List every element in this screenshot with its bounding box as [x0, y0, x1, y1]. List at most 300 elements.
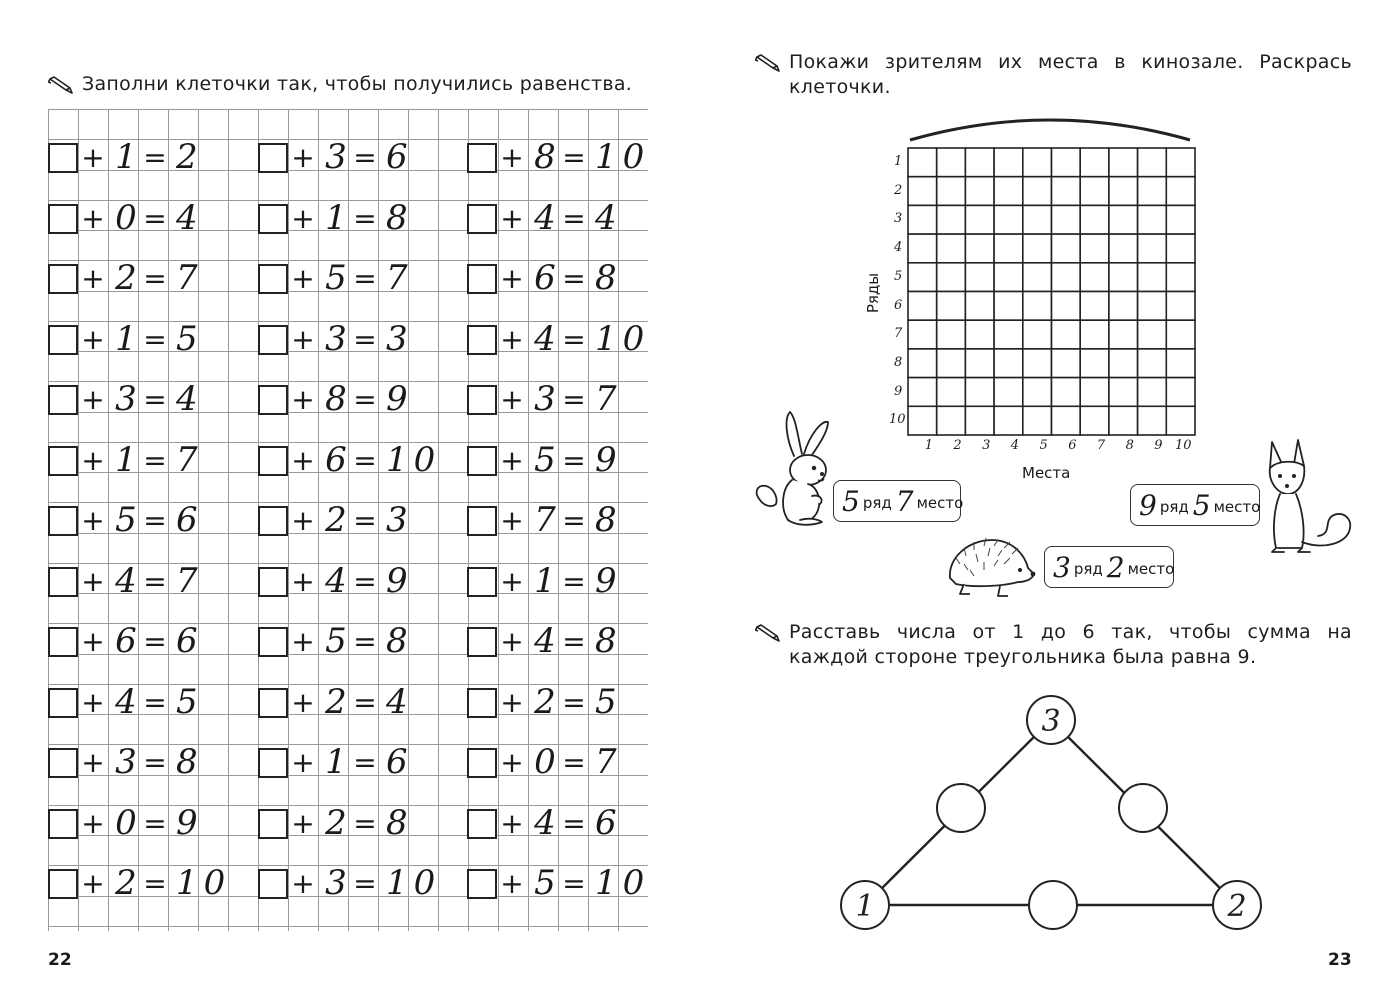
seat-cell[interactable]	[965, 177, 994, 206]
seat-cell[interactable]	[965, 378, 994, 407]
addend: 1	[534, 560, 556, 601]
equation-row	[467, 560, 667, 601]
seat-cell[interactable]	[908, 263, 937, 292]
sum: 5	[595, 681, 623, 722]
addend: 2	[115, 258, 137, 298]
answer-box[interactable]	[258, 809, 288, 839]
answer-box[interactable]	[258, 627, 288, 657]
seat-cell[interactable]	[1052, 263, 1081, 292]
sum: 10	[595, 863, 651, 903]
seat-cell[interactable]	[1109, 378, 1138, 407]
seat-cell[interactable]	[965, 205, 994, 234]
plus-sign: +	[500, 262, 524, 295]
addend: 8	[534, 137, 556, 177]
equals-sign: =	[353, 625, 377, 658]
addend: 1	[115, 137, 137, 177]
answer-box[interactable]	[48, 748, 78, 778]
plus-sign: +	[81, 201, 105, 235]
row-number: 7	[894, 326, 903, 342]
equals-sign: =	[562, 685, 586, 719]
triangle-node-upper-right[interactable]	[1119, 784, 1167, 832]
sum: 6	[595, 802, 623, 843]
addend: 3	[115, 379, 137, 419]
seat-cell[interactable]	[1080, 234, 1109, 263]
seat-cell[interactable]	[1023, 406, 1052, 435]
seat-cell[interactable]	[1052, 205, 1081, 234]
equals-sign: =	[143, 806, 167, 840]
answer-box[interactable]	[467, 264, 497, 294]
seat-cell[interactable]	[908, 292, 937, 321]
sum: 9	[386, 379, 414, 419]
plus-sign: +	[500, 201, 524, 235]
seat-cell[interactable]	[1023, 205, 1052, 234]
seat-cell[interactable]	[1109, 177, 1138, 206]
seat-cell[interactable]	[1080, 177, 1109, 206]
equation-row	[467, 137, 667, 177]
sum: 5	[176, 318, 204, 359]
seat-cell[interactable]	[1080, 406, 1109, 435]
seats-axis-label: Места	[1022, 464, 1071, 482]
equals-sign: =	[562, 806, 586, 840]
addend: 2	[325, 802, 347, 843]
equation-row	[48, 137, 248, 177]
seat-cell[interactable]	[1023, 349, 1052, 378]
seat-number: 6	[1068, 438, 1077, 453]
seat-cell[interactable]	[1052, 292, 1081, 321]
answer-box[interactable]	[258, 204, 288, 234]
sum: 7	[176, 560, 204, 601]
plus-sign: +	[81, 867, 105, 900]
sum: 9	[176, 802, 204, 843]
plus-sign: +	[291, 262, 315, 295]
equals-sign: =	[353, 806, 377, 840]
equals-sign: =	[143, 383, 167, 416]
addend: 0	[115, 197, 137, 238]
seat-cell[interactable]	[1166, 349, 1195, 378]
answer-box[interactable]	[48, 869, 78, 899]
seat-cell[interactable]	[1023, 148, 1052, 177]
seat-cell[interactable]	[994, 263, 1023, 292]
seat-cell[interactable]	[1109, 205, 1138, 234]
addend: 5	[115, 500, 137, 540]
seat-cell[interactable]	[1138, 205, 1167, 234]
addend: 6	[325, 439, 347, 480]
seat-number: 10	[1175, 438, 1192, 453]
seat-cell[interactable]	[1166, 177, 1195, 206]
answer-box[interactable]	[467, 204, 497, 234]
addend: 6	[115, 621, 137, 661]
sum: 10	[386, 863, 442, 903]
plus-sign: +	[81, 564, 105, 598]
seat-cell[interactable]	[937, 205, 966, 234]
seat-cell[interactable]	[1080, 349, 1109, 378]
seat-cell[interactable]	[1109, 234, 1138, 263]
seat-cell[interactable]	[1166, 292, 1195, 321]
plus-sign: +	[291, 806, 315, 840]
seat-cell[interactable]	[965, 320, 994, 349]
seat-number: 4	[1010, 438, 1020, 453]
seat-cell[interactable]	[1138, 263, 1167, 292]
answer-box[interactable]	[258, 385, 288, 415]
equals-sign: =	[353, 564, 377, 598]
answer-box[interactable]	[48, 325, 78, 355]
equals-sign: =	[353, 685, 377, 719]
seat-cell[interactable]	[965, 349, 994, 378]
equals-sign: =	[353, 746, 377, 779]
seat-number: 2	[953, 438, 962, 453]
plus-sign: +	[500, 322, 524, 356]
equation-row	[48, 500, 248, 540]
seat-cell[interactable]	[994, 205, 1023, 234]
seat-cell[interactable]	[1080, 263, 1109, 292]
triangle-instruction	[755, 620, 1352, 670]
plus-sign: +	[291, 443, 315, 477]
answer-box[interactable]	[48, 264, 78, 294]
answer-box[interactable]	[48, 446, 78, 476]
plus-sign: +	[500, 806, 524, 840]
addend: 3	[325, 318, 347, 359]
plus-sign: +	[81, 504, 105, 537]
addend: 5	[534, 863, 556, 903]
cinema-instruction-line2: клеточки.	[789, 76, 891, 98]
answer-box[interactable]	[258, 446, 288, 476]
answer-box[interactable]	[467, 627, 497, 657]
sum: 4	[176, 197, 204, 238]
seat-ticket	[1130, 484, 1260, 526]
equals-sign: =	[562, 867, 586, 900]
triangle-node-value: 3	[1041, 704, 1061, 739]
equation-row	[48, 863, 248, 903]
seat-cell[interactable]	[994, 177, 1023, 206]
seat-cell[interactable]	[1052, 378, 1081, 407]
answer-box[interactable]	[467, 506, 497, 536]
sum: 7	[386, 258, 414, 298]
seat-cell[interactable]	[937, 320, 966, 349]
ticket-seat-word: место	[1213, 498, 1261, 516]
seat-cell[interactable]	[965, 263, 994, 292]
seat-cell[interactable]	[1166, 406, 1195, 435]
seat-cell[interactable]	[994, 406, 1023, 435]
equals-sign: =	[143, 322, 167, 356]
sum: 6	[386, 742, 414, 782]
ticket-seat-word: место	[916, 494, 964, 512]
sum: 8	[595, 621, 623, 661]
left-instruction-text: Заполни клеточки так, чтобы получились равенства.	[82, 73, 633, 95]
seat-cell[interactable]	[1023, 378, 1052, 407]
answer-box[interactable]	[258, 264, 288, 294]
ticket-seat-word: место	[1127, 560, 1175, 578]
equals-sign: =	[143, 746, 167, 779]
answer-box[interactable]	[48, 567, 78, 597]
seat-cell[interactable]	[1138, 349, 1167, 378]
answer-box[interactable]	[48, 506, 78, 536]
equation-row	[258, 197, 458, 238]
cinema-screen	[900, 108, 1200, 148]
equation-row	[258, 560, 458, 601]
plus-sign: +	[81, 625, 105, 658]
equals-sign: =	[353, 262, 377, 295]
answer-box[interactable]	[258, 748, 288, 778]
equals-sign: =	[353, 443, 377, 477]
equals-sign: =	[562, 262, 586, 295]
plus-sign: +	[81, 322, 105, 356]
sum: 4	[386, 681, 414, 722]
ticket-row-word: ряд	[1073, 560, 1103, 578]
answer-box[interactable]	[258, 567, 288, 597]
answer-box[interactable]	[467, 385, 497, 415]
answer-box[interactable]	[258, 506, 288, 536]
seat-number: 8	[1125, 438, 1134, 453]
row-number: 6	[894, 297, 903, 313]
addend: 4	[534, 318, 556, 359]
seat-cell[interactable]	[1052, 148, 1081, 177]
addend: 3	[325, 863, 347, 903]
row-number: 3	[894, 211, 903, 227]
plus-sign: +	[500, 685, 524, 719]
addend: 3	[534, 379, 556, 419]
equation-row	[48, 379, 248, 419]
sum: 8	[595, 258, 623, 298]
equation-row	[467, 379, 667, 419]
seat-cell[interactable]	[937, 234, 966, 263]
seat-cell[interactable]	[994, 148, 1023, 177]
sum: 10	[595, 318, 651, 359]
rabbit-icon	[752, 408, 842, 533]
addend: 1	[115, 318, 137, 359]
row-number: 8	[894, 354, 903, 370]
equals-sign: =	[353, 504, 377, 537]
answer-box[interactable]	[467, 446, 497, 476]
answer-box[interactable]	[258, 143, 288, 173]
seat-cell[interactable]	[1109, 349, 1138, 378]
equation-row	[467, 681, 667, 722]
seat-cell[interactable]	[1023, 292, 1052, 321]
sum: 9	[595, 560, 623, 601]
seat-cell[interactable]	[937, 349, 966, 378]
triangle-instruction-line1: Расставь числа от 1 до 6 так, чтобы сумма на	[789, 621, 1352, 643]
seat-cell[interactable]	[937, 148, 966, 177]
plus-sign: +	[81, 746, 105, 779]
equals-sign: =	[353, 383, 377, 416]
answer-box[interactable]	[258, 688, 288, 718]
seat-cell[interactable]	[1052, 177, 1081, 206]
seat-cell[interactable]	[908, 378, 937, 407]
row-number: 10	[889, 412, 906, 428]
seat-cell[interactable]	[937, 292, 966, 321]
equals-sign: =	[143, 443, 167, 477]
equation-row	[48, 318, 248, 359]
cinema-seat-grid[interactable]	[906, 146, 1196, 436]
seat-number: 7	[1096, 438, 1106, 453]
page-number-right: 23	[1328, 950, 1352, 970]
left-instruction	[48, 72, 646, 97]
answer-box[interactable]	[48, 688, 78, 718]
seat-cell[interactable]	[908, 205, 937, 234]
answer-box[interactable]	[467, 325, 497, 355]
seat-cell[interactable]	[1166, 263, 1195, 292]
answer-box[interactable]	[48, 143, 78, 173]
page-number-left: 22	[48, 950, 72, 970]
plus-sign: +	[291, 201, 315, 235]
sum: 4	[595, 197, 623, 238]
plus-sign: +	[291, 685, 315, 719]
seat-cell[interactable]	[1023, 320, 1052, 349]
seat-cell[interactable]	[1138, 378, 1167, 407]
equation-row	[258, 802, 458, 843]
seat-cell[interactable]	[994, 292, 1023, 321]
answer-box[interactable]	[48, 385, 78, 415]
plus-sign: +	[291, 746, 315, 779]
equals-sign: =	[143, 201, 167, 235]
seat-cell[interactable]	[908, 177, 937, 206]
seat-cell[interactable]	[937, 177, 966, 206]
seat-cell[interactable]	[994, 378, 1023, 407]
equals-sign: =	[143, 685, 167, 719]
sum: 6	[386, 137, 414, 177]
equals-sign: =	[143, 141, 167, 174]
equation-row	[48, 681, 248, 722]
triangle-node-bottom-middle[interactable]	[1029, 881, 1077, 929]
seat-cell[interactable]	[965, 148, 994, 177]
seat-cell[interactable]	[1052, 234, 1081, 263]
equals-sign: =	[143, 564, 167, 598]
cinema-instruction	[755, 50, 1352, 100]
seat-cell[interactable]	[908, 406, 937, 435]
answer-box[interactable]	[467, 869, 497, 899]
equals-sign: =	[353, 141, 377, 174]
addend: 2	[534, 681, 556, 722]
plus-sign: +	[500, 625, 524, 658]
ticket-seat-number: 2	[1106, 550, 1125, 584]
equation-row	[467, 742, 667, 782]
equals-sign: =	[143, 625, 167, 658]
seat-cell[interactable]	[1166, 234, 1195, 263]
seat-cell[interactable]	[1023, 234, 1052, 263]
seat-cell[interactable]	[1109, 406, 1138, 435]
seat-cell[interactable]	[1138, 320, 1167, 349]
addend: 4	[115, 560, 137, 601]
seat-cell[interactable]	[1138, 177, 1167, 206]
seat-cell[interactable]	[1080, 148, 1109, 177]
answer-box[interactable]	[467, 748, 497, 778]
seat-cell[interactable]	[1166, 148, 1195, 177]
sum: 9	[386, 560, 414, 601]
seat-cell[interactable]	[908, 320, 937, 349]
seat-cell[interactable]	[937, 406, 966, 435]
seat-cell[interactable]	[1138, 406, 1167, 435]
seat-cell[interactable]	[1138, 148, 1167, 177]
answer-box[interactable]	[258, 325, 288, 355]
answer-box[interactable]	[467, 809, 497, 839]
equation-row	[258, 863, 458, 903]
seat-cell[interactable]	[965, 292, 994, 321]
seat-cell[interactable]	[965, 406, 994, 435]
plus-sign: +	[291, 322, 315, 356]
equation-row	[258, 258, 458, 298]
triangle-node-upper-left[interactable]	[937, 784, 985, 832]
seat-cell[interactable]	[1052, 406, 1081, 435]
equation-row	[48, 439, 248, 480]
triangle-diagram	[830, 690, 1290, 940]
seat-cell[interactable]	[1138, 292, 1167, 321]
seat-cell[interactable]	[965, 234, 994, 263]
seat-cell[interactable]	[1166, 205, 1195, 234]
addend: 4	[534, 621, 556, 661]
answer-box[interactable]	[48, 627, 78, 657]
equation-row	[48, 258, 248, 298]
seat-cell[interactable]	[1052, 320, 1081, 349]
equation-row	[467, 500, 667, 540]
addend: 5	[534, 439, 556, 480]
equation-row	[48, 560, 248, 601]
equation-row	[467, 802, 667, 843]
seat-cell[interactable]	[1023, 177, 1052, 206]
row-number: 9	[894, 383, 903, 399]
seat-cell[interactable]	[1166, 320, 1195, 349]
answer-box[interactable]	[467, 688, 497, 718]
seat-number: 3	[982, 438, 991, 453]
seat-cell[interactable]	[1109, 148, 1138, 177]
addend: 2	[115, 863, 137, 903]
equation-row	[258, 379, 458, 419]
equation-row	[48, 742, 248, 782]
sum: 7	[595, 742, 623, 782]
answer-box[interactable]	[467, 143, 497, 173]
seat-cell[interactable]	[908, 148, 937, 177]
equals-sign: =	[562, 322, 586, 356]
equals-sign: =	[143, 504, 167, 537]
row-number: 4	[894, 240, 903, 256]
seat-cell[interactable]	[1052, 349, 1081, 378]
seat-cell[interactable]	[1166, 378, 1195, 407]
plus-sign: +	[81, 383, 105, 416]
addend: 4	[534, 802, 556, 843]
addend: 1	[325, 197, 347, 238]
answer-box[interactable]	[48, 809, 78, 839]
seat-cell[interactable]	[1109, 292, 1138, 321]
ticket-row-number: 5	[842, 484, 860, 518]
seat-cell[interactable]	[994, 320, 1023, 349]
seat-cell[interactable]	[1080, 205, 1109, 234]
seat-cell[interactable]	[994, 234, 1023, 263]
equals-sign: =	[562, 625, 586, 658]
equation-row	[258, 137, 458, 177]
seat-cell[interactable]	[1109, 320, 1138, 349]
seat-cell[interactable]	[1109, 263, 1138, 292]
sum: 9	[595, 439, 623, 480]
seat-cell[interactable]	[1080, 292, 1109, 321]
sum: 2	[176, 137, 204, 177]
pencil-icon	[48, 76, 74, 94]
seat-cell[interactable]	[937, 263, 966, 292]
addend: 5	[325, 621, 347, 661]
seat-cell[interactable]	[1023, 263, 1052, 292]
ticket-seat-number: 5	[1192, 488, 1211, 522]
answer-box[interactable]	[258, 869, 288, 899]
seat-cell[interactable]	[994, 349, 1023, 378]
rows-axis-label: Ряды	[864, 272, 883, 314]
seat-cell[interactable]	[1138, 234, 1167, 263]
seat-cell[interactable]	[908, 349, 937, 378]
triangle-node-value: 2	[1227, 889, 1247, 924]
seat-cell[interactable]	[937, 378, 966, 407]
seat-cell[interactable]	[1080, 320, 1109, 349]
answer-box[interactable]	[467, 567, 497, 597]
addend: 4	[115, 681, 137, 722]
seat-cell[interactable]	[1080, 378, 1109, 407]
seat-cell[interactable]	[908, 234, 937, 263]
answer-box[interactable]	[48, 204, 78, 234]
